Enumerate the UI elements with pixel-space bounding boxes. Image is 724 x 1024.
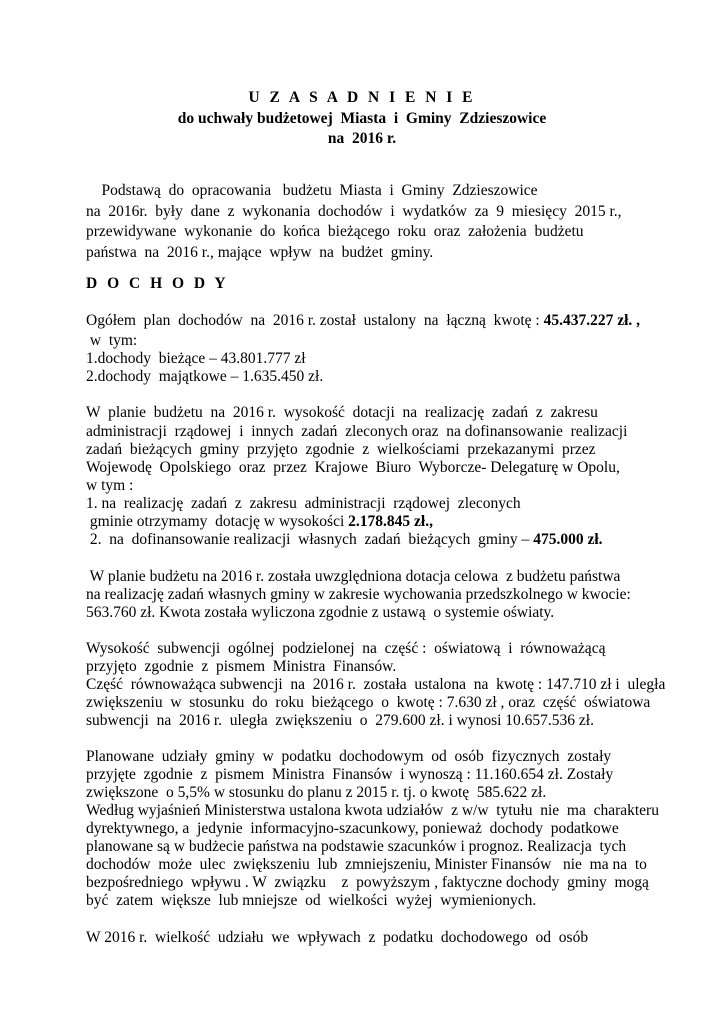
text-line: Planowane udziały gminy w podatku dochodowym od osób fizycznych zostały: [86, 748, 612, 765]
document-title: U Z A S A D N I E N I E: [248, 89, 476, 106]
text-line: zwiększone o 5,5% w stosunku do planu z 2015 r. tj. o kwotę 585.622 zł.: [86, 784, 547, 801]
text-line: być zatem większe lub mniejsze od wielkości wyżej wymienionych.: [86, 892, 537, 909]
text-line: zadań bieżących gminy przyjęto zgodnie z wielkościami przekazanymi przez: [86, 441, 596, 458]
text-line: planowane są w budżecie państwa na podstawie szacunków i prognoz. Realizacja tych: [86, 838, 627, 855]
text-line: Podstawą do opracowania budżetu Miasta i Gminy Zdzieszowice: [86, 182, 538, 199]
text-line: bezpośredniego wpływu . W związku z powyższym , faktyczne dochody gminy mogą: [86, 874, 649, 891]
text-line: Wojewodę Opolskiego oraz przez Krajowe Biuro Wyborcze- Delegaturę w Opolu,: [86, 459, 620, 476]
text-line: subwencji na 2016 r. uległa zwiększeniu o 279.600 zł. i wynosi 10.657.536 zł.: [86, 712, 594, 729]
document-subtitle: do uchwały budżetowej Miasta i Gminy Zdzieszowice: [177, 110, 547, 127]
text-line: Wysokość subwencji ogólnej podzielonej na część : oświatową i równoważącą: [86, 640, 606, 657]
text-line: 1.dochody bieżące – 43.801.777 zł: [86, 350, 306, 367]
text-line: Część równoważąca subwencji na 2016 r. została ustalona na kwotę : 147.710 zł i uległa: [86, 676, 666, 693]
text-line: gminie otrzymamy dotację w wysokości 2.178.845 zł.,: [86, 513, 433, 530]
text-line: w tym :: [86, 477, 134, 494]
text-line: 2.dochody majątkowe – 1.635.450 zł.: [86, 368, 324, 385]
text-line: w tym:: [86, 332, 138, 349]
text-line: W 2016 r. wielkość udziału we wpływach z podatku dochodowego od osób: [86, 929, 589, 946]
text-line: dyrektywnego, a jedynie informacyjno-szacunkowy, ponieważ dochody podatkowe: [86, 820, 619, 837]
text-line: dochodów może ulec zwiększeniu lub zmniejszeniu, Minister Finansów nie ma na to: [86, 856, 647, 873]
section-heading: D O C H O D Y: [86, 275, 229, 292]
document-year: na 2016 r.: [327, 130, 397, 147]
text-line: na 2016r. były dane z wykonania dochodów i wydatków za 9 miesięcy 2015 r.,: [86, 203, 622, 220]
text-line: W planie budżetu na 2016 r. wysokość dotacji na realizację zadań z zakresu: [86, 404, 598, 421]
text-line: 563.760 zł. Kwota została wyliczona zgodnie z ustawą o systemie oświaty.: [86, 604, 555, 621]
text-line: Ogółem plan dochodów na 2016 r. został ustalony na łączną kwotę : 45.437.227 zł. ,: [86, 312, 641, 329]
text-line: zwiększeniu w stosunku do roku bieżącego o kwotę : 7.630 zł , oraz część oświatowa: [86, 694, 651, 711]
text-line: Według wyjaśnień Ministerstwa ustalona kwota udziałów z w/w tytułu nie ma charakteru: [86, 802, 659, 819]
text-line: państwa na 2016 r., mające wpływ na budżet gminy.: [86, 244, 434, 261]
text-line: przyjęte zgodnie z pismem Ministra Finansów i wynoszą : 11.160.654 zł. Zostały: [86, 766, 614, 783]
text-line: 1. na realizację zadań z zakresu administracji rządowej zleconych: [86, 495, 521, 512]
text-line: przewidywane wykonanie do końca bieżącego roku oraz założenia budżetu: [86, 223, 584, 240]
text-line: przyjęto zgodnie z pismem Ministra Finansów.: [86, 658, 397, 675]
text-line: W planie budżetu na 2016 r. została uwzględniona dotacja celowa z budżetu państwa: [86, 568, 621, 585]
text-line: na realizację zadań własnych gminy w zakresie wychowania przedszkolnego w kwocie:: [86, 586, 631, 603]
text-line: 2. na dofinansowanie realizacji własnych zadań bieżących gminy – 475.000 zł.: [86, 531, 603, 548]
text-line: administracji rządowej i innych zadań zleconych oraz na dofinansowanie realizacji: [86, 423, 628, 440]
